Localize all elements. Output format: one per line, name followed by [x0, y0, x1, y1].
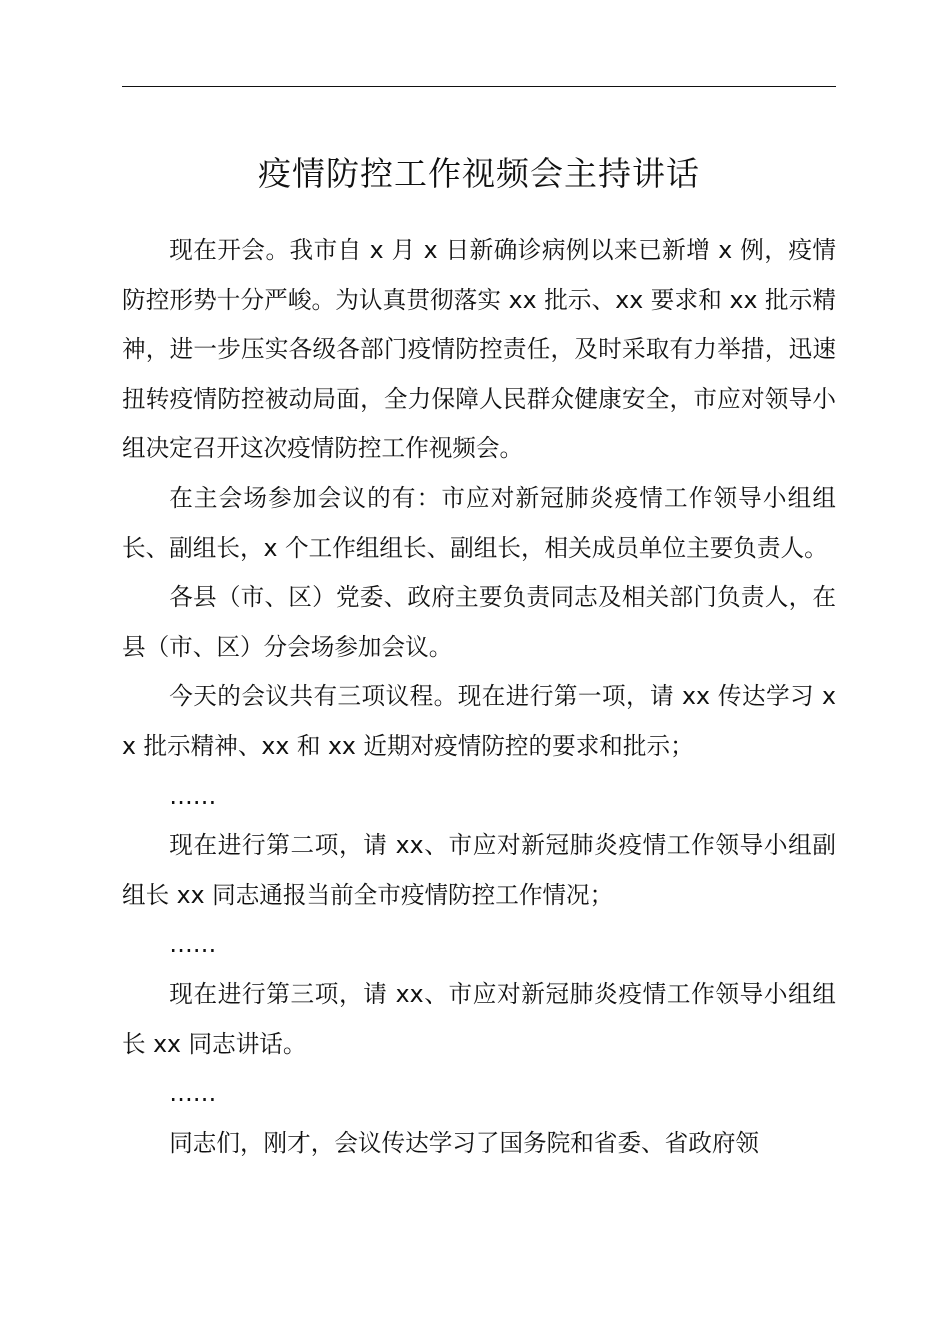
paragraph-ellipsis: ……: [169, 1079, 217, 1108]
header-rule: [122, 86, 836, 87]
paragraph-ellipsis: ……: [169, 930, 217, 959]
paragraph-main-venue-attendees: 在主会场参加会议的有：市应对新冠肺炎疫情工作领导小组组长、副组长，x 个工作组组长、副组长，相关成员单位主要负责人。: [122, 483, 836, 562]
paragraph-agenda-item-1: 今天的会议共有三项议程。现在进行第一项，请 xx 传达学习 xx 批示精神、xx 和 xx 近期对疫情防控的要求和批示；: [122, 682, 836, 760]
document-title: 疫情防控工作视频会主持讲话: [258, 154, 700, 193]
paragraph-closing-start: 同志们，刚才，会议传达学习了国务院和省委、省政府领: [169, 1128, 760, 1157]
paragraph-agenda-item-3: 现在进行第三项，请 xx、市应对新冠肺炎疫情工作领导小组组长 xx 同志讲话。: [122, 979, 836, 1058]
paragraph-agenda-item-2: 现在进行第二项，请 xx、市应对新冠肺炎疫情工作领导小组副组长 xx 同志通报当前全市疫情防控工作情况；: [122, 831, 836, 909]
paragraph-branch-venue-attendees: 各县（市、区）党委、政府主要负责同志及相关部门负责人，在县（市、区）分会场参加会议。: [122, 583, 836, 661]
document-body: [122, 226, 836, 1168]
paragraph-ellipsis: ……: [169, 781, 217, 810]
paragraph-opening: 现在开会。我市自 x 月 x 日新确诊病例以来已新增 x 例，疫情防控形势十分严峻。为认真贯彻落实 xx 批示、xx 要求和 xx 批示精神，进一步压实各级各部门疫情防控责任，及时采取有力举措，迅速扭转疫情防控被动局面，全力保障人民群众健康安全，市应对领导小组决定召开这次疫情防控工作视频会。: [122, 236, 836, 463]
